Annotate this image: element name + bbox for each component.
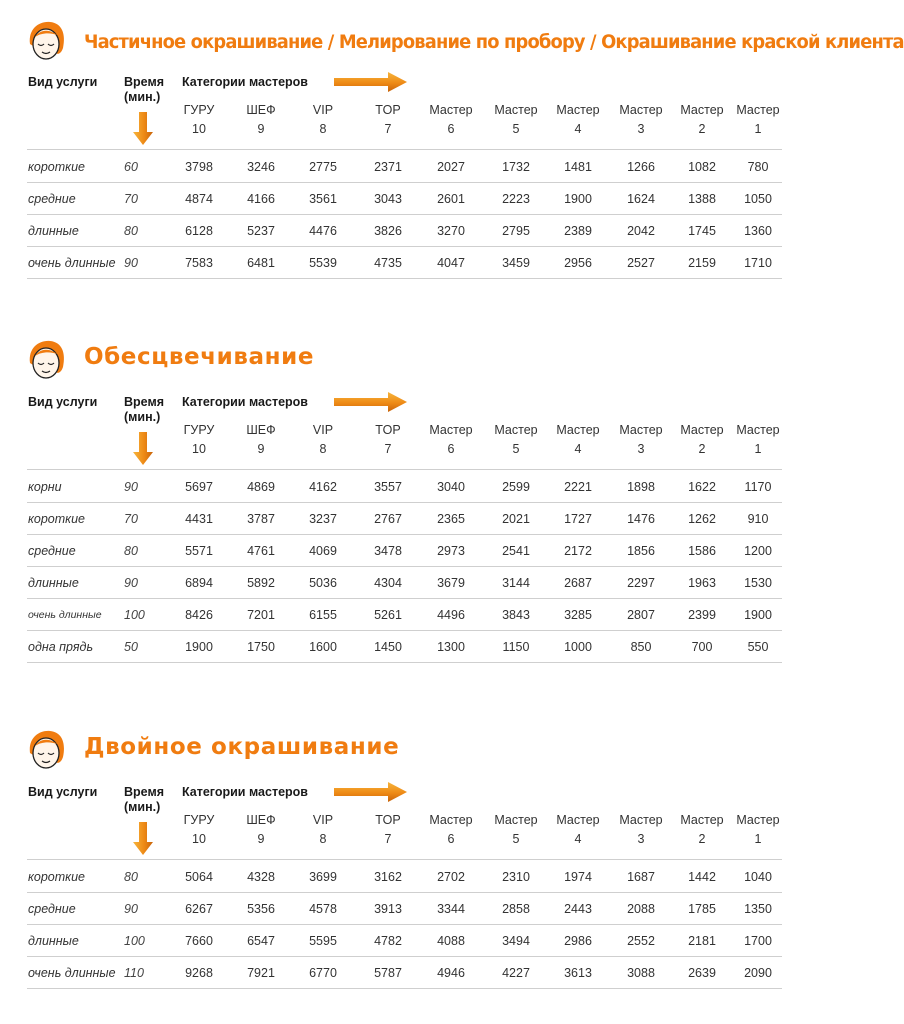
category-header bbox=[288, 421, 358, 459]
price-cell: 3478 bbox=[374, 544, 402, 558]
price-cell: 1266 bbox=[627, 160, 655, 174]
category-number: 7 bbox=[384, 442, 392, 456]
category-number: 1 bbox=[754, 832, 762, 846]
category-header bbox=[416, 421, 486, 459]
category-header bbox=[353, 421, 423, 459]
category-name: Мастер bbox=[736, 423, 780, 437]
category-number: 3 bbox=[637, 442, 645, 456]
category-header bbox=[481, 811, 551, 849]
price-cell: 5064 bbox=[185, 870, 213, 884]
table-row bbox=[0, 599, 803, 631]
row-divider bbox=[27, 662, 782, 663]
header-divider bbox=[27, 149, 782, 150]
service-time: 80 bbox=[124, 224, 138, 238]
service-name: длинные bbox=[28, 576, 79, 590]
category-name: ГУРУ bbox=[183, 423, 215, 437]
price-cell: 780 bbox=[747, 160, 769, 174]
price-cell: 3285 bbox=[564, 608, 592, 622]
price-cell: 3561 bbox=[309, 192, 337, 206]
price-cell: 2687 bbox=[564, 576, 592, 590]
service-name: средние bbox=[28, 902, 76, 916]
category-header bbox=[606, 101, 676, 139]
service-column-header: Вид услуги bbox=[28, 395, 98, 409]
price-section-partial-coloring bbox=[0, 0, 904, 300]
category-header bbox=[164, 101, 234, 139]
price-cell: 2027 bbox=[437, 160, 465, 174]
price-cell: 3088 bbox=[627, 966, 655, 980]
table-row bbox=[0, 567, 803, 599]
service-name: очень длинные bbox=[28, 966, 116, 980]
category-number: 8 bbox=[319, 122, 327, 136]
price-cell: 6894 bbox=[185, 576, 213, 590]
category-number: 3 bbox=[637, 122, 645, 136]
service-time: 100 bbox=[124, 608, 145, 622]
category-headers bbox=[0, 101, 803, 141]
arrow-right-icon bbox=[334, 71, 408, 93]
table-row bbox=[0, 247, 803, 279]
category-number: 1 bbox=[754, 122, 762, 136]
price-cell: 1900 bbox=[744, 608, 772, 622]
category-name: Мастер bbox=[736, 103, 780, 117]
price-cell: 3843 bbox=[502, 608, 530, 622]
category-header bbox=[416, 101, 486, 139]
category-name: Мастер bbox=[556, 423, 600, 437]
service-name: одна прядь bbox=[28, 640, 94, 654]
price-cell: 4761 bbox=[247, 544, 275, 558]
price-cell: 1082 bbox=[688, 160, 716, 174]
service-name: короткие bbox=[28, 870, 85, 884]
price-cell: 2399 bbox=[688, 608, 716, 622]
price-cell: 2775 bbox=[309, 160, 337, 174]
category-name: Мастер bbox=[429, 813, 473, 827]
price-cell: 2552 bbox=[627, 934, 655, 948]
price-cell: 4782 bbox=[374, 934, 402, 948]
price-cell: 5697 bbox=[185, 480, 213, 494]
table-row bbox=[0, 183, 803, 215]
price-cell: 2443 bbox=[564, 902, 592, 916]
price-cell: 1687 bbox=[627, 870, 655, 884]
price-cell: 9268 bbox=[185, 966, 213, 980]
category-name: ШЕФ bbox=[246, 423, 276, 437]
price-cell: 6770 bbox=[309, 966, 337, 980]
price-cell: 1900 bbox=[564, 192, 592, 206]
price-cell: 3043 bbox=[374, 192, 402, 206]
price-cell: 4946 bbox=[437, 966, 465, 980]
category-header bbox=[543, 101, 613, 139]
price-cell: 1745 bbox=[688, 224, 716, 238]
price-cell: 550 bbox=[747, 640, 769, 654]
category-name: Мастер bbox=[494, 813, 538, 827]
price-cell: 1963 bbox=[688, 576, 716, 590]
table-row bbox=[0, 861, 803, 893]
price-cell: 3162 bbox=[374, 870, 402, 884]
price-cell: 1710 bbox=[744, 256, 772, 270]
row-divider bbox=[27, 278, 782, 279]
price-cell: 4431 bbox=[185, 512, 213, 526]
arrow-right-icon bbox=[334, 391, 408, 413]
category-number: 5 bbox=[512, 832, 520, 846]
service-name: очень длинные bbox=[28, 256, 116, 270]
category-header bbox=[416, 811, 486, 849]
price-cell: 2088 bbox=[627, 902, 655, 916]
category-header bbox=[481, 101, 551, 139]
price-cell: 2365 bbox=[437, 512, 465, 526]
price-cell: 2389 bbox=[564, 224, 592, 238]
category-header bbox=[226, 421, 296, 459]
price-cell: 3494 bbox=[502, 934, 530, 948]
price-cell: 850 bbox=[630, 640, 652, 654]
category-number: 6 bbox=[447, 442, 455, 456]
category-header bbox=[226, 101, 296, 139]
category-number: 6 bbox=[447, 832, 455, 846]
service-name: средние bbox=[28, 544, 76, 558]
price-cell: 700 bbox=[691, 640, 713, 654]
category-number: 7 bbox=[384, 832, 392, 846]
price-cell: 5595 bbox=[309, 934, 337, 948]
table-row bbox=[0, 631, 803, 663]
category-header bbox=[353, 101, 423, 139]
price-cell: 3040 bbox=[437, 480, 465, 494]
table-row bbox=[0, 503, 803, 535]
category-header bbox=[543, 811, 613, 849]
price-cell: 1856 bbox=[627, 544, 655, 558]
price-cell: 1170 bbox=[744, 480, 772, 494]
table-row bbox=[0, 957, 803, 989]
price-cell: 4162 bbox=[309, 480, 337, 494]
service-time: 90 bbox=[124, 256, 138, 270]
price-cell: 3826 bbox=[374, 224, 402, 238]
price-cell: 3787 bbox=[247, 512, 275, 526]
categories-header: Категории мастеров bbox=[182, 785, 308, 799]
service-time: 80 bbox=[124, 870, 138, 884]
price-cell: 4304 bbox=[374, 576, 402, 590]
category-number: 6 bbox=[447, 122, 455, 136]
price-cell: 2090 bbox=[744, 966, 772, 980]
service-time: 110 bbox=[124, 966, 144, 980]
price-cell: 1262 bbox=[688, 512, 716, 526]
price-cell: 1900 bbox=[185, 640, 213, 654]
price-cell: 4047 bbox=[437, 256, 465, 270]
price-cell: 1200 bbox=[744, 544, 772, 558]
price-cell: 2795 bbox=[502, 224, 530, 238]
service-name: средние bbox=[28, 192, 76, 206]
service-time: 100 bbox=[124, 934, 145, 948]
service-name: очень длинные bbox=[28, 609, 102, 621]
price-cell: 1481 bbox=[564, 160, 592, 174]
price-cell: 1442 bbox=[688, 870, 716, 884]
category-name: Мастер bbox=[680, 423, 724, 437]
row-divider bbox=[27, 988, 782, 989]
category-header bbox=[606, 421, 676, 459]
category-name: Мастер bbox=[619, 103, 663, 117]
price-cell: 2172 bbox=[564, 544, 592, 558]
price-cell: 1624 bbox=[627, 192, 655, 206]
category-name: VIP bbox=[312, 813, 334, 827]
price-cell: 1050 bbox=[744, 192, 772, 206]
category-name: ГУРУ bbox=[183, 813, 215, 827]
price-cell: 3699 bbox=[309, 870, 337, 884]
category-name: Мастер bbox=[494, 103, 538, 117]
price-cell: 3798 bbox=[185, 160, 213, 174]
price-cell: 6547 bbox=[247, 934, 275, 948]
category-name: TOP bbox=[375, 103, 401, 117]
face-logo-icon bbox=[26, 729, 66, 771]
category-name: Мастер bbox=[736, 813, 780, 827]
price-cell: 3246 bbox=[247, 160, 275, 174]
category-headers bbox=[0, 421, 803, 461]
price-cell: 6267 bbox=[185, 902, 213, 916]
section-title: Обесцвечивание bbox=[84, 344, 315, 370]
price-cell: 1350 bbox=[744, 902, 772, 916]
price-cell: 4088 bbox=[437, 934, 465, 948]
price-cell: 1785 bbox=[688, 902, 716, 916]
price-cell: 1600 bbox=[309, 640, 337, 654]
service-time: 90 bbox=[124, 902, 138, 916]
face-logo-icon bbox=[26, 339, 66, 381]
price-cell: 5237 bbox=[247, 224, 275, 238]
price-cell: 6481 bbox=[247, 256, 275, 270]
table-row bbox=[0, 535, 803, 567]
price-cell: 2181 bbox=[688, 934, 716, 948]
category-name: Мастер bbox=[619, 423, 663, 437]
price-cell: 2858 bbox=[502, 902, 530, 916]
category-header bbox=[723, 811, 793, 849]
price-cell: 1360 bbox=[744, 224, 772, 238]
price-cell: 2599 bbox=[502, 480, 530, 494]
price-cell: 2601 bbox=[437, 192, 465, 206]
table-row bbox=[0, 925, 803, 957]
category-headers bbox=[0, 811, 803, 851]
category-name: Мастер bbox=[556, 813, 600, 827]
category-number: 1 bbox=[754, 442, 762, 456]
category-number: 2 bbox=[698, 442, 706, 456]
category-header bbox=[164, 421, 234, 459]
category-header bbox=[288, 811, 358, 849]
price-cell: 1530 bbox=[744, 576, 772, 590]
category-number: 5 bbox=[512, 442, 520, 456]
price-cell: 3344 bbox=[437, 902, 465, 916]
price-cell: 2973 bbox=[437, 544, 465, 558]
price-cell: 2527 bbox=[627, 256, 655, 270]
price-cell: 1898 bbox=[627, 480, 655, 494]
price-cell: 5787 bbox=[374, 966, 402, 980]
price-cell: 4874 bbox=[185, 192, 213, 206]
service-time: 70 bbox=[124, 512, 138, 526]
price-cell: 2956 bbox=[564, 256, 592, 270]
service-name: короткие bbox=[28, 160, 85, 174]
price-cell: 3557 bbox=[374, 480, 402, 494]
price-cell: 1388 bbox=[688, 192, 716, 206]
category-name: VIP bbox=[312, 103, 334, 117]
price-cell: 4476 bbox=[309, 224, 337, 238]
table-row bbox=[0, 215, 803, 247]
price-cell: 1700 bbox=[744, 934, 772, 948]
price-cell: 2702 bbox=[437, 870, 465, 884]
category-name: Мастер bbox=[680, 813, 724, 827]
category-header bbox=[164, 811, 234, 849]
category-name: Мастер bbox=[680, 103, 724, 117]
price-cell: 2541 bbox=[502, 544, 530, 558]
service-time: 50 bbox=[124, 640, 138, 654]
category-header bbox=[543, 421, 613, 459]
price-cell: 2297 bbox=[627, 576, 655, 590]
price-cell: 2159 bbox=[688, 256, 716, 270]
price-cell: 5036 bbox=[309, 576, 337, 590]
price-cell: 4735 bbox=[374, 256, 402, 270]
price-cell: 910 bbox=[747, 512, 769, 526]
category-header bbox=[353, 811, 423, 849]
price-cell: 3613 bbox=[564, 966, 592, 980]
header-divider bbox=[27, 469, 782, 470]
service-name: длинные bbox=[28, 934, 79, 948]
price-cell: 1750 bbox=[247, 640, 275, 654]
price-cell: 7201 bbox=[247, 608, 275, 622]
price-cell: 3459 bbox=[502, 256, 530, 270]
category-header bbox=[606, 811, 676, 849]
price-cell: 4869 bbox=[247, 480, 275, 494]
price-cell: 2223 bbox=[502, 192, 530, 206]
categories-header: Категории мастеров bbox=[182, 395, 308, 409]
time-column-header: Время (мин.) bbox=[124, 75, 164, 104]
price-cell: 3237 bbox=[309, 512, 337, 526]
category-name: VIP bbox=[312, 423, 334, 437]
price-cell: 1586 bbox=[688, 544, 716, 558]
price-cell: 2221 bbox=[564, 480, 592, 494]
service-time: 90 bbox=[124, 480, 138, 494]
price-cell: 2021 bbox=[502, 512, 530, 526]
price-cell: 2807 bbox=[627, 608, 655, 622]
price-cell: 1150 bbox=[502, 640, 530, 654]
price-cell: 1450 bbox=[374, 640, 402, 654]
category-header bbox=[288, 101, 358, 139]
time-column-header: Время (мин.) bbox=[124, 785, 164, 814]
section-title: Двойное окрашивание bbox=[84, 734, 400, 760]
price-cell: 2986 bbox=[564, 934, 592, 948]
category-number: 9 bbox=[257, 122, 265, 136]
price-cell: 4166 bbox=[247, 192, 275, 206]
category-name: ГУРУ bbox=[183, 103, 215, 117]
price-cell: 1040 bbox=[744, 870, 772, 884]
category-name: TOP bbox=[375, 423, 401, 437]
categories-header: Категории мастеров bbox=[182, 75, 308, 89]
face-logo-icon bbox=[26, 20, 66, 62]
category-name: ШЕФ bbox=[246, 813, 276, 827]
price-cell: 4578 bbox=[309, 902, 337, 916]
price-section-bleaching bbox=[0, 320, 803, 660]
price-cell: 5356 bbox=[247, 902, 275, 916]
table-row bbox=[0, 893, 803, 925]
category-name: Мастер bbox=[429, 423, 473, 437]
price-cell: 1974 bbox=[564, 870, 592, 884]
category-number: 8 bbox=[319, 832, 327, 846]
category-header bbox=[226, 811, 296, 849]
time-column-header: Время (мин.) bbox=[124, 395, 164, 424]
category-name: TOP bbox=[375, 813, 401, 827]
service-column-header: Вид услуги bbox=[28, 75, 98, 89]
price-cell: 1476 bbox=[627, 512, 655, 526]
price-cell: 2042 bbox=[627, 224, 655, 238]
price-cell: 1732 bbox=[502, 160, 530, 174]
price-cell: 4227 bbox=[502, 966, 530, 980]
arrow-right-icon bbox=[334, 781, 408, 803]
price-cell: 4496 bbox=[437, 608, 465, 622]
price-cell: 2310 bbox=[502, 870, 530, 884]
category-number: 2 bbox=[698, 832, 706, 846]
category-number: 3 bbox=[637, 832, 645, 846]
category-number: 5 bbox=[512, 122, 520, 136]
price-cell: 1622 bbox=[688, 480, 716, 494]
price-cell: 1727 bbox=[564, 512, 592, 526]
price-cell: 6155 bbox=[309, 608, 337, 622]
category-number: 10 bbox=[192, 832, 206, 846]
price-cell: 1000 bbox=[564, 640, 592, 654]
price-cell: 4069 bbox=[309, 544, 337, 558]
service-column-header: Вид услуги bbox=[28, 785, 98, 799]
service-time: 80 bbox=[124, 544, 138, 558]
price-cell: 7660 bbox=[185, 934, 213, 948]
category-number: 8 bbox=[319, 442, 327, 456]
price-section-double-coloring bbox=[0, 710, 803, 1010]
section-title: Частичное окрашивание / Мелирование по пробору / Окрашивание краской клиента bbox=[84, 31, 904, 53]
price-cell: 3270 bbox=[437, 224, 465, 238]
price-cell: 7583 bbox=[185, 256, 213, 270]
category-number: 9 bbox=[257, 442, 265, 456]
price-cell: 2371 bbox=[374, 160, 402, 174]
table-row bbox=[0, 471, 803, 503]
category-name: Мастер bbox=[494, 423, 538, 437]
price-cell: 3679 bbox=[437, 576, 465, 590]
category-name: ШЕФ bbox=[246, 103, 276, 117]
category-header bbox=[481, 421, 551, 459]
service-time: 90 bbox=[124, 576, 138, 590]
price-cell: 5571 bbox=[185, 544, 213, 558]
price-cell: 8426 bbox=[185, 608, 213, 622]
category-header bbox=[723, 101, 793, 139]
category-number: 4 bbox=[574, 122, 582, 136]
category-number: 2 bbox=[698, 122, 706, 136]
table-row bbox=[0, 151, 803, 183]
price-cell: 3913 bbox=[374, 902, 402, 916]
price-cell: 7921 bbox=[247, 966, 275, 980]
category-name: Мастер bbox=[556, 103, 600, 117]
header-divider bbox=[27, 859, 782, 860]
price-cell: 4328 bbox=[247, 870, 275, 884]
price-cell: 5892 bbox=[247, 576, 275, 590]
category-name: Мастер bbox=[619, 813, 663, 827]
category-name: Мастер bbox=[429, 103, 473, 117]
category-header bbox=[723, 421, 793, 459]
category-number: 7 bbox=[384, 122, 392, 136]
category-number: 4 bbox=[574, 442, 582, 456]
service-time: 60 bbox=[124, 160, 138, 174]
price-cell: 3144 bbox=[502, 576, 530, 590]
price-cell: 2767 bbox=[374, 512, 402, 526]
price-cell: 1300 bbox=[437, 640, 465, 654]
service-name: короткие bbox=[28, 512, 85, 526]
price-cell: 2639 bbox=[688, 966, 716, 980]
category-number: 10 bbox=[192, 122, 206, 136]
price-cell: 5261 bbox=[374, 608, 402, 622]
price-cell: 5539 bbox=[309, 256, 337, 270]
service-name: корни bbox=[28, 480, 62, 494]
service-time: 70 bbox=[124, 192, 138, 206]
category-number: 9 bbox=[257, 832, 265, 846]
price-cell: 6128 bbox=[185, 224, 213, 238]
category-number: 10 bbox=[192, 442, 206, 456]
service-name: длинные bbox=[28, 224, 79, 238]
category-number: 4 bbox=[574, 832, 582, 846]
